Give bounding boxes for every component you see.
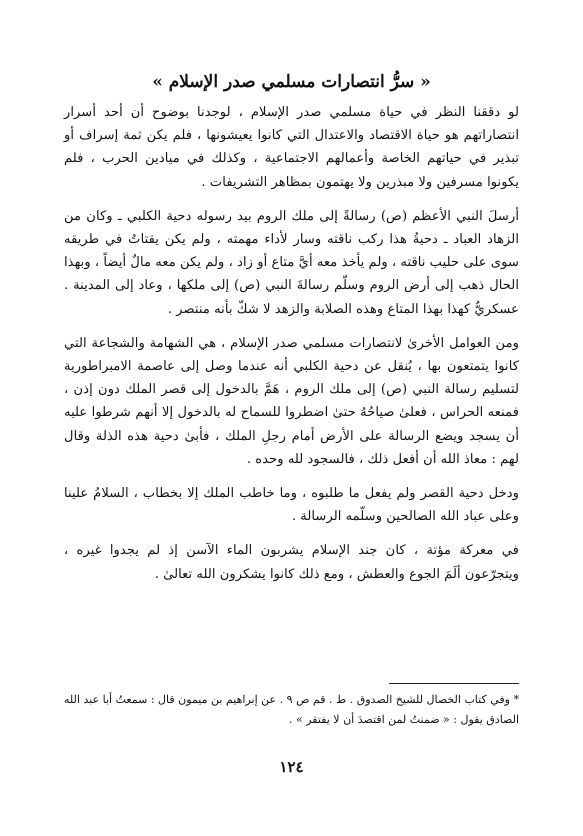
paragraph: في معركة مؤتة ، كان جند الإسلام يشربون الماء الآسن إذ لم يجدوا غيره ، ويتجرّعون ألَمَ الجوع والعطش ، ومع ذلك كانوا يشكرون الله تعالىٰ . xyxy=(64,543,519,582)
paragraph: ومن العوامل الأخرىٰ لانتصارات مسلمي صدر الإسلام ، هي الشهامة والشجاعة التي كانوا يتمتعون بها ، يُنقل عن دحية الكلبي أنه عندما وصل إلى عاصمة الامبراطورية لتسليم رسالة النبي (ص) إلى ملك الروم ، هَمَّ بالدخول إلى قصر الملك دون إذن ، فمنعه الحراس ، فعلىٰ صياحُهُ حتىٰ اضطروا للسماح له بالدخول إلا أنهم شرطوا عليه أن يسجد ويضع الرسالة على الأرض أمام رجلِ الملك ، فأبىٰ دحية هذه الذلة وقال لهم : معاذ الله أن أفعل ذلك ، فالسجود لله وحده . xyxy=(64,335,519,467)
paragraph: ودخل دحية القصر ولم يفعل ما طلبوه ، وما خاطب الملك إلا بخطاب ، السلامُ علينا وعلى عباد الله الصالحين وسلّمه الرسالة . xyxy=(64,486,519,525)
paragraph: أرسلَ النبي الأعظم (ص) رسالةً إلى ملك الروم بيد رسوله دحية الكلبي ـ وكان من الزهاد العباد ـ دحيةُ هذا ركب ناقته وسار لأداء مهمته ، ولم يكن يقتاتُ في طريقه سوى على حليب ناقته ، ولم يأخذ معه أيَّ متاع أو زاد ، ولم يكن معه مالٌ أيضاً ، وبهذا الحال ذهب إلى أرض الروم وسلّم رسالةَ النبي (ص) إلى ملكها ، وعاد إلى المدينة . عسكريٌّ كهذا بهذا المتاع وهذه الصلابة والزهد لا شكّ بأنه منتصر . xyxy=(64,208,519,317)
footnote: * وفي كتاب الخصال للشيخ الصدوق . ط . قم ص ٩ . عن إبراهيم بن ميمون قال : سمعتُ أبا عبد الله الصادق يقول : « ضمنتُ لمن اقتصدَ أن لا يفتقر » . xyxy=(64,693,519,726)
body-text xyxy=(64,101,519,597)
footnote-divider xyxy=(389,683,519,684)
paragraph: لو دققنا النظر في حياة مسلمي صدر الإسلام ، لوجدنا بوضوح أن أحد أسرار انتصاراتهم هو حياة الاقتصاد والاعتدال التي كانوا يعيشونها ، فلم يكن ثمة إسراف أو تبذير في حياتهم الخاصة وأعمالهم الاجتماعية ، وكذلك في ميادين الحرب ، فلم يكونوا مسرفين ولا مبذرين ولا يهتمون بمظاهر التشريفات . xyxy=(64,105,519,190)
chapter-title: « سرُّ انتصارات مسلمي صدر الإسلام » xyxy=(152,72,431,92)
page-number: ١٢٤ xyxy=(279,758,304,776)
